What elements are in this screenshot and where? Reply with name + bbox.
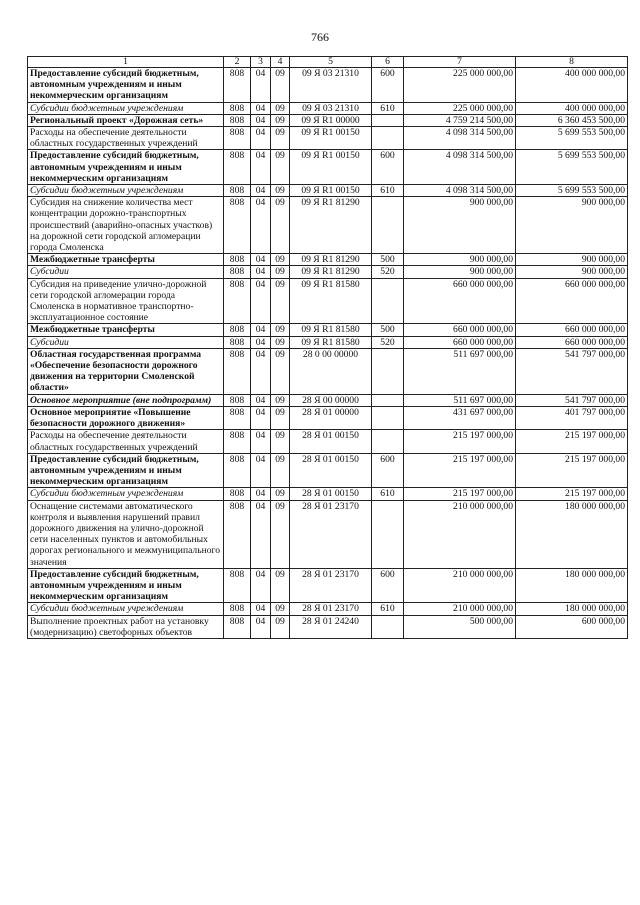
row-csr-cell: 28 Я 01 23170: [290, 603, 372, 615]
row-rz-cell: 04: [251, 197, 271, 254]
row-csr-cell: 28 Я 01 00150: [290, 453, 372, 488]
row-rz-cell: 04: [251, 102, 271, 114]
row-pr-cell: 09: [271, 394, 290, 406]
row-gr-cell: 808: [224, 348, 251, 394]
table-row: [28, 500, 628, 568]
row-gr-cell: 808: [224, 394, 251, 406]
row-vr-cell: 610: [372, 603, 404, 615]
row-rz-cell: 04: [251, 500, 271, 568]
row-pr-cell: 09: [271, 488, 290, 500]
row-gr-cell: 808: [224, 197, 251, 254]
column-header: 2: [224, 57, 251, 68]
row-name-cell: Субсидии: [28, 266, 224, 278]
row-rz-cell: 04: [251, 430, 271, 453]
row-rz-cell: 04: [251, 324, 271, 336]
row-name-cell: Субсидия на приведение улично-дорожной сети городской агломерации города Смоленска в нормативное транспортно-эксплуатационное состояние: [28, 278, 224, 324]
row-sum1-cell: 900 000,00: [404, 197, 516, 254]
row-pr-cell: 09: [271, 406, 290, 429]
row-pr-cell: 09: [271, 348, 290, 394]
column-header: 7: [404, 57, 516, 68]
row-sum2-cell: 400 000 000,00: [516, 102, 628, 114]
row-name-cell: Субсидия на снижение количества мест концентрации дорожно-транспортных происшествий (аварийно-опасных участков) на дорожной сети городской агломерации города Смоленска: [28, 197, 224, 254]
row-rz-cell: 04: [251, 348, 271, 394]
row-sum1-cell: 210 000 000,00: [404, 603, 516, 615]
row-gr-cell: 808: [224, 615, 251, 638]
row-sum2-cell: 215 197 000,00: [516, 488, 628, 500]
row-csr-cell: 09 Я R1 00000: [290, 114, 372, 126]
row-vr-cell: 600: [372, 453, 404, 488]
row-sum1-cell: 215 197 000,00: [404, 453, 516, 488]
table-body: [28, 68, 628, 639]
table-row: [28, 336, 628, 348]
row-sum2-cell: 5 699 553 500,00: [516, 185, 628, 197]
table-row: [28, 394, 628, 406]
row-pr-cell: 09: [271, 324, 290, 336]
row-rz-cell: 04: [251, 266, 271, 278]
row-pr-cell: 09: [271, 197, 290, 254]
row-name-cell: Субсидии бюджетным учреждениям: [28, 488, 224, 500]
row-name-cell: Оснащение системами автоматического контроля и выявления нарушений правил дорожного движения на улично-дорожной сети населенных пунктов и автомобильных дорогах регионального и межмуниципального значения: [28, 500, 224, 568]
row-vr-cell: [372, 615, 404, 638]
row-name-cell: Областная государственная программа «Обеспечение безопасности дорожного движения на территории Смоленской области»: [28, 348, 224, 394]
row-name-cell: Выполнение проектных работ на установку (модернизацию) светофорных объектов: [28, 615, 224, 638]
table-row: [28, 488, 628, 500]
column-header: 4: [271, 57, 290, 68]
table-row: [28, 615, 628, 638]
row-pr-cell: 09: [271, 453, 290, 488]
row-csr-cell: 09 Я 03 21310: [290, 102, 372, 114]
row-rz-cell: 04: [251, 568, 271, 603]
row-gr-cell: 808: [224, 406, 251, 429]
row-pr-cell: 09: [271, 114, 290, 126]
table-row: [28, 430, 628, 453]
row-sum1-cell: 4 098 314 500,00: [404, 127, 516, 150]
table-row: [28, 278, 628, 324]
row-csr-cell: 28 Я 01 00150: [290, 430, 372, 453]
table-row: [28, 568, 628, 603]
table-row: [28, 185, 628, 197]
row-pr-cell: 09: [271, 615, 290, 638]
row-sum1-cell: 4 098 314 500,00: [404, 185, 516, 197]
row-csr-cell: 09 Я R1 00150: [290, 150, 372, 185]
row-vr-cell: [372, 127, 404, 150]
table-row: [28, 197, 628, 254]
row-pr-cell: 09: [271, 568, 290, 603]
row-rz-cell: 04: [251, 68, 271, 103]
row-rz-cell: 04: [251, 488, 271, 500]
row-vr-cell: [372, 348, 404, 394]
row-sum1-cell: 215 197 000,00: [404, 430, 516, 453]
row-sum1-cell: 431 697 000,00: [404, 406, 516, 429]
row-sum1-cell: 511 697 000,00: [404, 348, 516, 394]
column-header: 5: [290, 57, 372, 68]
column-header: 8: [516, 57, 628, 68]
table-row: [28, 453, 628, 488]
row-rz-cell: 04: [251, 406, 271, 429]
row-vr-cell: 610: [372, 102, 404, 114]
row-rz-cell: 04: [251, 127, 271, 150]
row-csr-cell: 09 Я R1 81580: [290, 278, 372, 324]
row-sum2-cell: 900 000,00: [516, 254, 628, 266]
row-csr-cell: 28 Я 01 00000: [290, 406, 372, 429]
row-sum1-cell: 4 098 314 500,00: [404, 150, 516, 185]
row-rz-cell: 04: [251, 185, 271, 197]
row-gr-cell: 808: [224, 185, 251, 197]
row-name-cell: Предоставление субсидий бюджетным, автономным учреждениям и иным некоммерческим организациям: [28, 453, 224, 488]
row-vr-cell: [372, 500, 404, 568]
row-vr-cell: [372, 394, 404, 406]
table-row: [28, 114, 628, 126]
table-row: [28, 603, 628, 615]
page-number: 766: [311, 30, 329, 44]
row-pr-cell: 09: [271, 127, 290, 150]
row-sum1-cell: 225 000 000,00: [404, 68, 516, 103]
row-sum1-cell: 500 000,00: [404, 615, 516, 638]
row-sum2-cell: 6 360 453 500,00: [516, 114, 628, 126]
row-sum2-cell: 180 000 000,00: [516, 500, 628, 568]
row-name-cell: Предоставление субсидий бюджетным, автономным учреждениям и иным некоммерческим организациям: [28, 150, 224, 185]
row-rz-cell: 04: [251, 114, 271, 126]
row-name-cell: Субсидии бюджетным учреждениям: [28, 603, 224, 615]
row-name-cell: Межбюджетные трансферты: [28, 254, 224, 266]
column-header: 1: [28, 57, 224, 68]
row-sum1-cell: 660 000 000,00: [404, 324, 516, 336]
row-csr-cell: 09 Я R1 81290: [290, 266, 372, 278]
row-sum2-cell: 215 197 000,00: [516, 430, 628, 453]
row-pr-cell: 09: [271, 266, 290, 278]
row-csr-cell: 28 Я 01 00150: [290, 488, 372, 500]
table-row: [28, 348, 628, 394]
row-sum2-cell: 900 000,00: [516, 197, 628, 254]
row-name-cell: Межбюджетные трансферты: [28, 324, 224, 336]
table-row: [28, 102, 628, 114]
row-rz-cell: 04: [251, 336, 271, 348]
row-vr-cell: [372, 430, 404, 453]
row-csr-cell: 09 Я R1 00150: [290, 127, 372, 150]
row-sum1-cell: 900 000,00: [404, 254, 516, 266]
row-rz-cell: 04: [251, 254, 271, 266]
budget-table: [27, 56, 628, 639]
row-rz-cell: 04: [251, 278, 271, 324]
row-vr-cell: 500: [372, 324, 404, 336]
table-row: [28, 324, 628, 336]
row-vr-cell: [372, 406, 404, 429]
row-vr-cell: [372, 114, 404, 126]
row-gr-cell: 808: [224, 603, 251, 615]
row-sum1-cell: 660 000 000,00: [404, 278, 516, 324]
row-name-cell: Предоставление субсидий бюджетным, автономным учреждениям и иным некоммерческим организациям: [28, 68, 224, 103]
row-csr-cell: 09 Я R1 81580: [290, 336, 372, 348]
row-sum2-cell: 600 000,00: [516, 615, 628, 638]
row-rz-cell: 04: [251, 603, 271, 615]
row-vr-cell: 610: [372, 488, 404, 500]
row-sum1-cell: 215 197 000,00: [404, 488, 516, 500]
table-row: [28, 266, 628, 278]
row-name-cell: Расходы на обеспечение деятельности областных государственных учреждений: [28, 430, 224, 453]
column-header: 6: [372, 57, 404, 68]
row-sum2-cell: 660 000 000,00: [516, 278, 628, 324]
table-row: [28, 254, 628, 266]
row-vr-cell: [372, 278, 404, 324]
row-pr-cell: 09: [271, 150, 290, 185]
row-sum2-cell: 215 197 000,00: [516, 453, 628, 488]
row-csr-cell: 09 Я R1 81290: [290, 197, 372, 254]
column-header: 3: [251, 57, 271, 68]
row-pr-cell: 09: [271, 336, 290, 348]
row-sum1-cell: 660 000 000,00: [404, 336, 516, 348]
row-csr-cell: 09 Я R1 81580: [290, 324, 372, 336]
row-csr-cell: 09 Я R1 00150: [290, 185, 372, 197]
row-gr-cell: 808: [224, 127, 251, 150]
row-sum1-cell: 900 000,00: [404, 266, 516, 278]
row-vr-cell: 600: [372, 568, 404, 603]
row-sum2-cell: 180 000 000,00: [516, 603, 628, 615]
row-vr-cell: [372, 197, 404, 254]
row-pr-cell: 09: [271, 430, 290, 453]
row-sum2-cell: 660 000 000,00: [516, 336, 628, 348]
row-pr-cell: 09: [271, 254, 290, 266]
row-gr-cell: 808: [224, 336, 251, 348]
row-sum1-cell: 210 000 000,00: [404, 500, 516, 568]
row-gr-cell: 808: [224, 278, 251, 324]
row-name-cell: Региональный проект «Дорожная сеть»: [28, 114, 224, 126]
row-gr-cell: 808: [224, 266, 251, 278]
row-vr-cell: 610: [372, 185, 404, 197]
row-gr-cell: 808: [224, 102, 251, 114]
row-sum2-cell: 401 797 000,00: [516, 406, 628, 429]
table-row: [28, 127, 628, 150]
row-gr-cell: 808: [224, 114, 251, 126]
row-sum2-cell: 660 000 000,00: [516, 324, 628, 336]
row-sum1-cell: 210 000 000,00: [404, 568, 516, 603]
row-name-cell: Основное мероприятие (вне подпрограмм): [28, 394, 224, 406]
row-gr-cell: 808: [224, 568, 251, 603]
row-name-cell: Предоставление субсидий бюджетным, автономным учреждениям и иным некоммерческим организациям: [28, 568, 224, 603]
row-csr-cell: 28 Я 01 23170: [290, 568, 372, 603]
row-pr-cell: 09: [271, 603, 290, 615]
row-sum2-cell: 400 000 000,00: [516, 68, 628, 103]
row-vr-cell: 600: [372, 68, 404, 103]
row-rz-cell: 04: [251, 394, 271, 406]
row-name-cell: Расходы на обеспечение деятельности областных государственных учреждений: [28, 127, 224, 150]
row-sum2-cell: 541 797 000,00: [516, 394, 628, 406]
row-csr-cell: 09 Я R1 81290: [290, 254, 372, 266]
row-gr-cell: 808: [224, 430, 251, 453]
row-pr-cell: 09: [271, 68, 290, 103]
row-gr-cell: 808: [224, 68, 251, 103]
row-name-cell: Субсидии: [28, 336, 224, 348]
row-pr-cell: 09: [271, 185, 290, 197]
row-vr-cell: 520: [372, 266, 404, 278]
row-vr-cell: 600: [372, 150, 404, 185]
row-csr-cell: 28 Я 00 00000: [290, 394, 372, 406]
row-rz-cell: 04: [251, 453, 271, 488]
row-pr-cell: 09: [271, 102, 290, 114]
row-sum2-cell: 180 000 000,00: [516, 568, 628, 603]
table-row: [28, 150, 628, 185]
row-sum2-cell: 541 797 000,00: [516, 348, 628, 394]
row-name-cell: Субсидии бюджетным учреждениям: [28, 102, 224, 114]
row-pr-cell: 09: [271, 500, 290, 568]
row-csr-cell: 09 Я 03 21310: [290, 68, 372, 103]
row-sum1-cell: 511 697 000,00: [404, 394, 516, 406]
row-sum2-cell: 5 699 553 500,00: [516, 127, 628, 150]
row-name-cell: Основное мероприятие «Повышение безопасности дорожного движения»: [28, 406, 224, 429]
row-name-cell: Субсидии бюджетным учреждениям: [28, 185, 224, 197]
row-gr-cell: 808: [224, 254, 251, 266]
row-csr-cell: 28 Я 01 24240: [290, 615, 372, 638]
row-sum2-cell: 900 000,00: [516, 266, 628, 278]
row-gr-cell: 808: [224, 453, 251, 488]
row-gr-cell: 808: [224, 488, 251, 500]
row-gr-cell: 808: [224, 150, 251, 185]
table-row: [28, 406, 628, 429]
row-vr-cell: 520: [372, 336, 404, 348]
row-vr-cell: 500: [372, 254, 404, 266]
row-csr-cell: 28 0 00 00000: [290, 348, 372, 394]
table-row: [28, 68, 628, 103]
row-csr-cell: 28 Я 01 23170: [290, 500, 372, 568]
row-sum1-cell: 4 759 214 500,00: [404, 114, 516, 126]
row-rz-cell: 04: [251, 615, 271, 638]
row-rz-cell: 04: [251, 150, 271, 185]
table-header-row: [28, 57, 628, 68]
row-gr-cell: 808: [224, 324, 251, 336]
row-pr-cell: 09: [271, 278, 290, 324]
row-sum2-cell: 5 699 553 500,00: [516, 150, 628, 185]
row-gr-cell: 808: [224, 500, 251, 568]
row-sum1-cell: 225 000 000,00: [404, 102, 516, 114]
